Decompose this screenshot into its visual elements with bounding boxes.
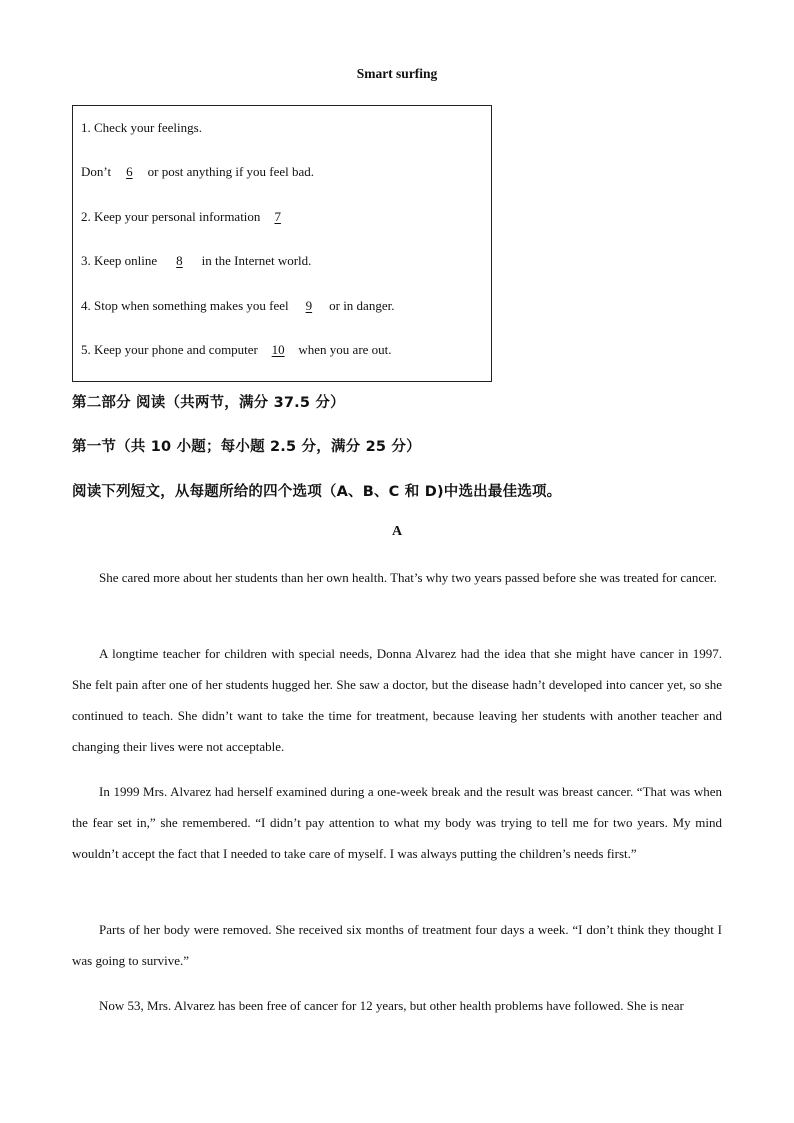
box-line-1-text: 1. Check your feelings. bbox=[81, 120, 202, 135]
box-line-3 bbox=[81, 209, 292, 225]
part-two-heading: 第二部分 阅读（共两节，满分 37.5 分） bbox=[72, 395, 345, 411]
box-line-2-post: or post anything if you feel bad. bbox=[147, 164, 315, 179]
box-line-5 bbox=[81, 298, 394, 314]
paragraph-2: A longtime teacher for children with special needs, Donna Alvarez had the idea that she might have cancer in 1997. She felt pain after one of her students hugged her. She saw a doctor, but the disease hadn’t developed into cancer yet, so she continued to teach. She didn’t want to take the time for treatment, because leaving her students with another teacher and changing their lives were not acceptable. bbox=[72, 646, 722, 754]
box-line-5-pre: 4. Stop when something makes you feel bbox=[81, 298, 289, 313]
blank-7: 7 bbox=[274, 209, 281, 224]
blank-8: 8 bbox=[176, 253, 183, 268]
paragraph-5: Now 53, Mrs. Alvarez has been free of cancer for 12 years, but other health problems have followed. She is near bbox=[99, 998, 684, 1013]
box-line-1 bbox=[81, 120, 202, 136]
blank-10: 10 bbox=[271, 342, 285, 357]
box-line-4 bbox=[81, 253, 311, 269]
box-line-6-post: when you are out. bbox=[298, 342, 392, 357]
paragraph-4: Parts of her body were removed. She received six months of treatment four days a week. “I don’t think they thought I was going to survive.” bbox=[72, 922, 722, 968]
blank-6: 6 bbox=[126, 164, 133, 179]
instruction-heading: 阅读下列短文，从每题所给的四个选项（A、B、C 和 D)中选出最佳选项。 bbox=[72, 484, 562, 500]
box-line-4-post: in the Internet world. bbox=[201, 253, 312, 268]
box-line-3-pre: 2. Keep your personal information bbox=[81, 209, 261, 224]
document-title: Smart surfing bbox=[356, 66, 438, 81]
passage-letter: A bbox=[391, 524, 403, 539]
box-line-5-post: or in danger. bbox=[329, 298, 395, 313]
box-line-2-pre: Don’t bbox=[81, 164, 112, 179]
box-line-6 bbox=[81, 342, 392, 358]
box-line-2 bbox=[81, 164, 314, 180]
blank-9: 9 bbox=[305, 298, 313, 313]
section-one-heading: 第一节（共 10 小题；每小题 2.5 分，满分 25 分） bbox=[72, 439, 421, 455]
smart-surfing-box bbox=[72, 105, 492, 382]
box-line-4-pre: 3. Keep online bbox=[81, 253, 158, 268]
paragraph-3: In 1999 Mrs. Alvarez had herself examined during a one-week break and the result was breast cancer. “That was when the fear set in,” she remembered. “I didn’t pay attention to what my body was trying to tell me for two years. My mind wouldn’t accept the fact that I needed to take care of myself. I was always putting the children’s needs first.” bbox=[72, 784, 722, 861]
paragraph-1: She cared more about her students than her own health. That’s why two years passed before she was treated for cancer. bbox=[99, 570, 717, 585]
box-line-6-pre: 5. Keep your phone and computer bbox=[81, 342, 258, 357]
